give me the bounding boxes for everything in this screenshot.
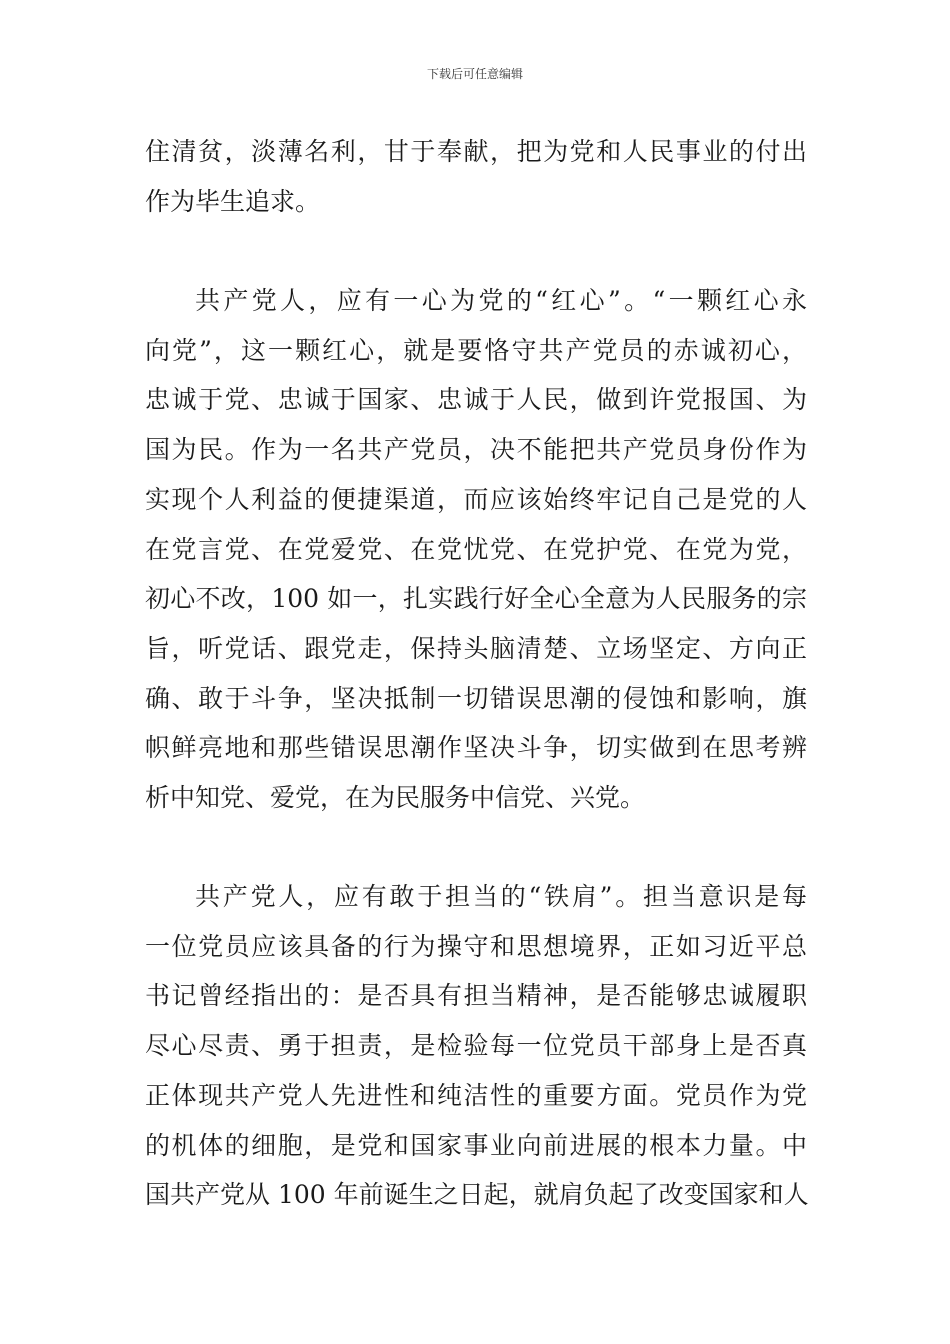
paragraph-line: 实现个人利益的便捷渠道，而应该始终牢记自己是党的人 bbox=[145, 484, 807, 514]
paragraph-line: 共产党人，应有一心为党的“红心”。“一颗红心永 bbox=[195, 286, 807, 315]
paragraph-line: 正体现共产党人先进性和纯洁性的重要方面。党员作为党 bbox=[145, 1080, 807, 1110]
paragraph-1 bbox=[145, 127, 807, 226]
paragraph-line: 初心不改，100 如一，扎实践行好全心全意为人民服务的宗 bbox=[145, 584, 807, 614]
paragraph-line: 析中知党、爱党，在为民服务中信党、兴党。 bbox=[145, 783, 646, 813]
paragraph-line: 在党言党、在党爱党、在党忧党、在党护党、在党为党， bbox=[145, 534, 807, 564]
paragraph-line: 确、敢于斗争，坚决抵制一切错误思潮的侵蚀和影响，旗 bbox=[145, 683, 807, 713]
paragraph-3 bbox=[145, 872, 807, 1220]
paragraph-line: 一位党员应该具备的行为操守和思想境界，正如习近平总 bbox=[145, 931, 807, 961]
paragraph-line: 帜鲜亮地和那些错误思潮作坚决斗争，切实做到在思考辨 bbox=[145, 733, 807, 763]
paragraph-line: 共产党人，应有敢于担当的“铁肩”。担当意识是每 bbox=[195, 882, 807, 911]
paragraph-line: 旨，听党话、跟党走，保持头脑清楚、立场坚定、方向正 bbox=[145, 633, 807, 663]
paragraph-line: 国共产党从 100 年前诞生之日起，就肩负起了改变国家和人 bbox=[145, 1180, 809, 1210]
paragraph-line: 住清贫，淡薄名利，甘于奉献，把为党和人民事业的付出 bbox=[145, 137, 807, 166]
paragraph-line: 向党”，这一颗红心，就是要恪守共产党员的赤诚初心， bbox=[145, 335, 807, 365]
paragraph-line: 尽心尽责、勇于担责，是检验每一位党员干部身上是否真 bbox=[145, 1031, 807, 1061]
paragraph-line: 国为民。作为一名共产党员，决不能把共产党员身份作为 bbox=[145, 435, 807, 465]
paragraph-line: 作为毕生追求。 bbox=[145, 186, 321, 216]
paragraph-line: 忠诚于党、忠诚于国家、忠诚于人民，做到许党报国、为 bbox=[145, 385, 807, 415]
page-header: 下载后可任意编辑 bbox=[426, 67, 523, 81]
paragraph-2 bbox=[145, 276, 807, 823]
paragraph-line: 的机体的细胞，是党和国家事业向前进展的根本力量。中 bbox=[145, 1130, 807, 1160]
paragraph-line: 书记曾经指出的：是否具有担当精神，是否能够忠诚履职 bbox=[145, 981, 807, 1011]
